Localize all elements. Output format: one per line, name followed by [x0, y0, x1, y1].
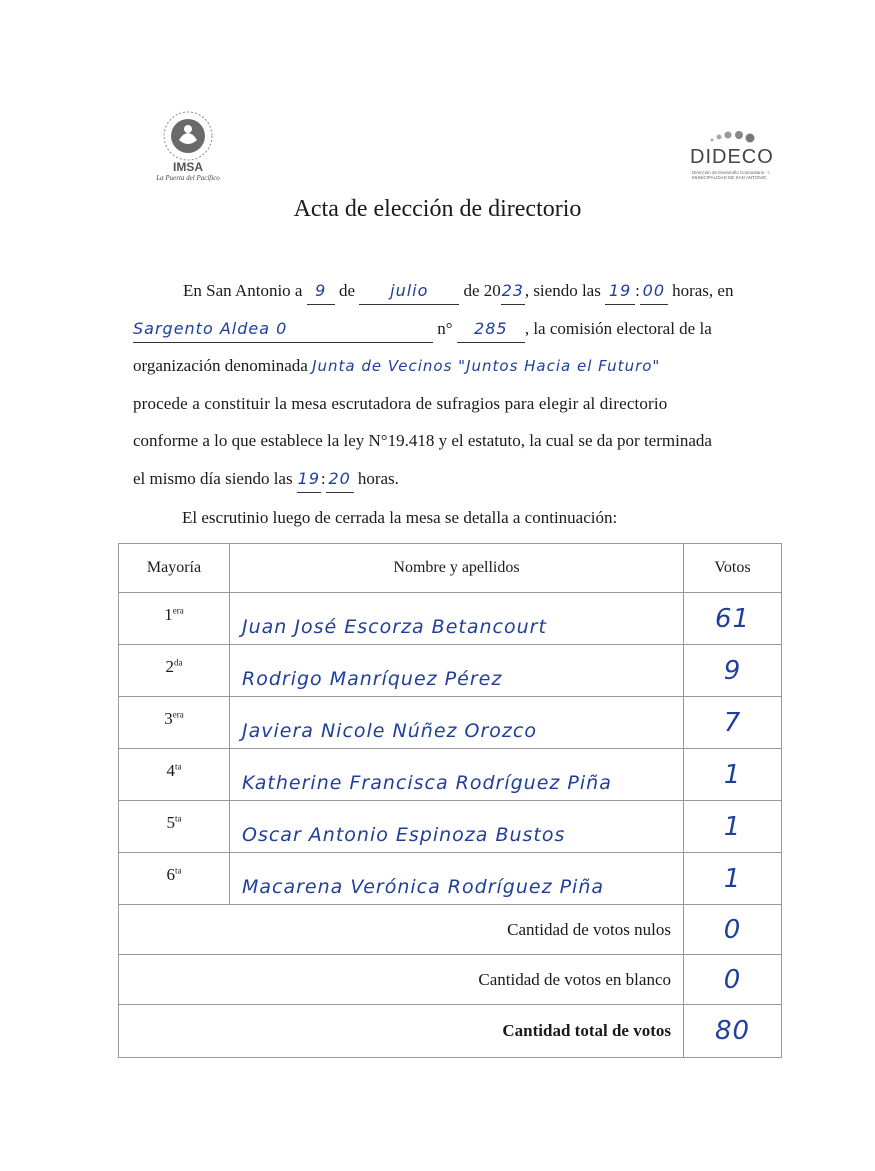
header-votes: Votos: [684, 544, 782, 593]
null-votes-value: 0: [684, 905, 782, 955]
imsa-logo: [133, 110, 243, 190]
blank-votes-row: [119, 955, 782, 1005]
total-votes-value: 80: [684, 1005, 782, 1058]
text-de-20: de 20: [463, 281, 501, 300]
results-table: [118, 543, 782, 1058]
text-en-san-antonio: En San Antonio a: [183, 281, 303, 300]
rank-cell: $6^{ta}$: [119, 853, 230, 905]
vote-count: 61: [684, 593, 782, 645]
null-votes-row: [119, 905, 782, 955]
dideco-logo-subtitle: Dirección de Desarrollo Comunitario · I. MUNICIPALIDAD DE SAN ANTONIO: [692, 170, 771, 180]
dideco-logo: [690, 128, 786, 184]
vote-count: 7: [684, 697, 782, 749]
end-hour-field: 19: [297, 468, 321, 493]
text-n: n°: [437, 318, 453, 338]
candidate-name: Rodrigo Manríquez Pérez: [230, 645, 684, 697]
rank-cell: $5^{ta}$: [119, 801, 230, 853]
text-siendo-las: , siendo las: [524, 281, 601, 300]
rank-cell: $3^{era}$: [119, 697, 230, 749]
vote-count: 1: [684, 801, 782, 853]
blank-votes-label: Cantidad de votos en blanco: [119, 955, 684, 1005]
intro-line-1: En San Antonio a 9 de julio de 2023, siendo las 19 : 00 horas, en: [133, 272, 778, 310]
day-field: 9: [307, 280, 335, 305]
number-field: 285: [457, 318, 525, 343]
year-field: 23: [501, 280, 525, 305]
text-horas-en: horas, en: [672, 281, 734, 300]
minute-field: 00: [640, 280, 668, 305]
candidate-name: Juan José Escorza Betancourt: [230, 593, 684, 645]
table-row: [119, 593, 782, 645]
vote-count: 9: [684, 645, 782, 697]
candidate-name: Oscar Antonio Espinoza Bustos: [230, 801, 684, 853]
intro-line-6: el mismo día siendo las 19: 20 horas.: [133, 460, 778, 498]
header-rank: Mayoría: [119, 544, 230, 593]
text-mismo-dia: el mismo día siendo las: [133, 468, 293, 488]
intro-line-2: [133, 310, 778, 348]
imsa-logo-tagline: La Puerta del Pacífico: [156, 174, 220, 182]
address-field: Sargento Aldea 0: [133, 318, 433, 343]
intro-line-3: [133, 347, 778, 385]
scrutiny-text: El escrutinio luego de cerrada la mesa se detalla a continuación:: [182, 508, 618, 527]
header-name: Nombre y apellidos: [230, 544, 684, 593]
table-header-row: [119, 544, 782, 593]
candidate-name: Javiera Nicole Núñez Orozco: [230, 697, 684, 749]
text-organizacion-denominada: organización denominada: [133, 356, 308, 376]
total-votes-label: Cantidad total de votos: [119, 1005, 684, 1058]
organization-name: Junta de Vecinos "Juntos Hacia el Futuro": [312, 357, 661, 376]
vote-count: 1: [684, 853, 782, 905]
blank-votes-value: 0: [684, 955, 782, 1005]
candidate-name: Macarena Verónica Rodríguez Piña: [230, 853, 684, 905]
null-votes-label: Cantidad de votos nulos: [119, 905, 684, 955]
total-votes-row: [119, 1005, 782, 1058]
hour-field: 19: [605, 280, 635, 305]
table-row: [119, 749, 782, 801]
text-comision-electoral: , la comisión electoral de la: [524, 318, 712, 338]
dideco-dots-icon: [708, 128, 758, 146]
imsa-logo-text: IMSA: [173, 160, 203, 174]
dideco-logo-text: DIDECO: [690, 146, 774, 168]
rank-cell: $1^{era}$: [119, 593, 230, 645]
month-field: julio: [359, 280, 459, 305]
intro-line-5: conforme a lo que establece la ley N°19.418 y el estatuto, la cual se da por terminada: [133, 431, 712, 451]
document-title: Acta de elección de directorio: [293, 196, 582, 222]
table-row: [119, 645, 782, 697]
rank-cell: $4^{ta}$: [119, 749, 230, 801]
table-row: [119, 853, 782, 905]
text-horas: horas.: [357, 468, 399, 488]
table-row: [119, 801, 782, 853]
imsa-emblem-icon: [161, 110, 215, 162]
intro-line-4: procede a constituir la mesa escrutadora de sufragios para elegir al directorio: [133, 393, 668, 413]
rank-cell: $2^{da}$: [119, 645, 230, 697]
text-de: de: [338, 281, 356, 300]
intro-paragraph: [133, 272, 778, 498]
end-minute-field: 20: [326, 468, 354, 493]
candidate-name: Katherine Francisca Rodríguez Piña: [230, 749, 684, 801]
vote-count: 1: [684, 749, 782, 801]
table-row: [119, 697, 782, 749]
